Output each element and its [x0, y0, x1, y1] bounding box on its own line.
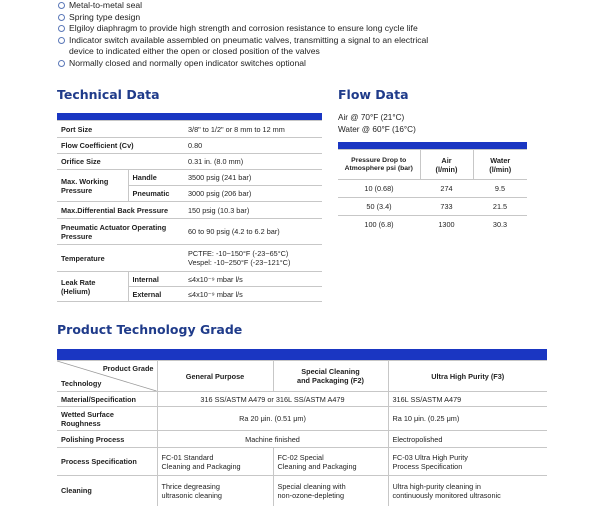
list-item: Elgiloy diaphragm to provide high strength and corrosion resistance to ensure long cycle life	[58, 23, 578, 35]
list-item: Metal-to-metal seal	[58, 0, 578, 12]
table-row: Max.Differential Back Pressure 150 psig (10.3 bar)	[57, 202, 322, 219]
table-header-bar	[57, 113, 322, 121]
grade-corner-cell: Product Grade Technology	[57, 361, 157, 392]
flow-data-table	[338, 142, 527, 234]
table-row: Leak Rate (Helium) Internal ≤4x10⁻⁹ mbar l/s	[57, 272, 322, 287]
table-row: Process Specification FC-01 Standard Cleaning and Packaging FC-02 Special Cleaning and Packaging FC-03 Ultra High Purity Process Specification	[57, 448, 547, 476]
table-row: 50 (3.4) 733 21.5	[338, 198, 527, 216]
product-grade-heading: Product Technology Grade	[57, 322, 243, 337]
table-header-row: Product Grade Technology General Purpose Special Cleaning and Packaging (F2) Ultra High Purity (F3)	[57, 361, 547, 392]
flow-conditions: Air @ 70°F (21°C) Water @ 60°F (16°C)	[338, 113, 416, 134]
table-row: 100 (6.8) 1300 30.3	[338, 216, 527, 234]
product-grade-table	[57, 349, 547, 506]
bullet-icon	[58, 14, 65, 21]
table-row: Temperature PCTFE: -10~150°F (-23~65°C) Vespel: -10~250°F (-23~121°C)	[57, 245, 322, 272]
bullet-icon	[58, 25, 65, 32]
table-header-bar	[57, 349, 547, 361]
table-row: Material/Specification 316 SS/ASTM A479 or 316L SS/ASTM A479 316L SS/ASTM A479	[57, 392, 547, 407]
table-row: Pneumatic Actuator Operating Pressure 60 to 90 psig (4.2 to 6.2 bar)	[57, 219, 322, 245]
list-item: Normally closed and normally open indicator switches optional	[58, 58, 578, 70]
bullet-icon	[58, 2, 65, 9]
table-row: Orifice Size 0.31 in. (8.0 mm)	[57, 154, 322, 170]
technical-data-heading: Technical Data	[57, 87, 160, 102]
table-row: Wetted Surface Roughness Ra 20 μin. (0.51 μm) Ra 10 μin. (0.25 μm)	[57, 407, 547, 431]
bullet-icon	[58, 60, 65, 67]
table-header-bar	[338, 142, 527, 150]
table-row: Port Size 3/8" to 1/2" or 8 mm to 12 mm	[57, 121, 322, 138]
feature-list	[58, 0, 578, 70]
table-row: Flow Coefficient (Cv) 0.80	[57, 138, 322, 154]
table-row: Max. Working Pressure Handle 3500 psig (241 bar)	[57, 170, 322, 186]
table-row: Pneumatic 3000 psig (206 bar)	[57, 186, 322, 202]
table-header-row: Pressure Drop to Atmosphere psi (bar) Air (l/min) Water (l/min)	[338, 150, 527, 180]
table-row: Polishing Process Machine finished Electropolished	[57, 431, 547, 448]
technical-data-table	[57, 113, 322, 302]
bullet-icon	[58, 37, 65, 44]
table-row: Cleaning Thrice degreasing ultrasonic cleaning Special cleaning with non-ozone-depleting Ultra high-purity cleaning in continuously monitored ultrasonic	[57, 476, 547, 506]
flow-data-heading: Flow Data	[338, 87, 409, 102]
table-row: 10 (0.68) 274 9.5	[338, 180, 527, 198]
table-row: External ≤4x10⁻⁹ mbar l/s	[57, 287, 322, 302]
list-item: Indicator switch available assembled on pneumatic valves, transmitting a signal to an electrical device to indicated either the open or closed position of the valves	[58, 35, 578, 58]
list-item: Spring type design	[58, 12, 578, 24]
